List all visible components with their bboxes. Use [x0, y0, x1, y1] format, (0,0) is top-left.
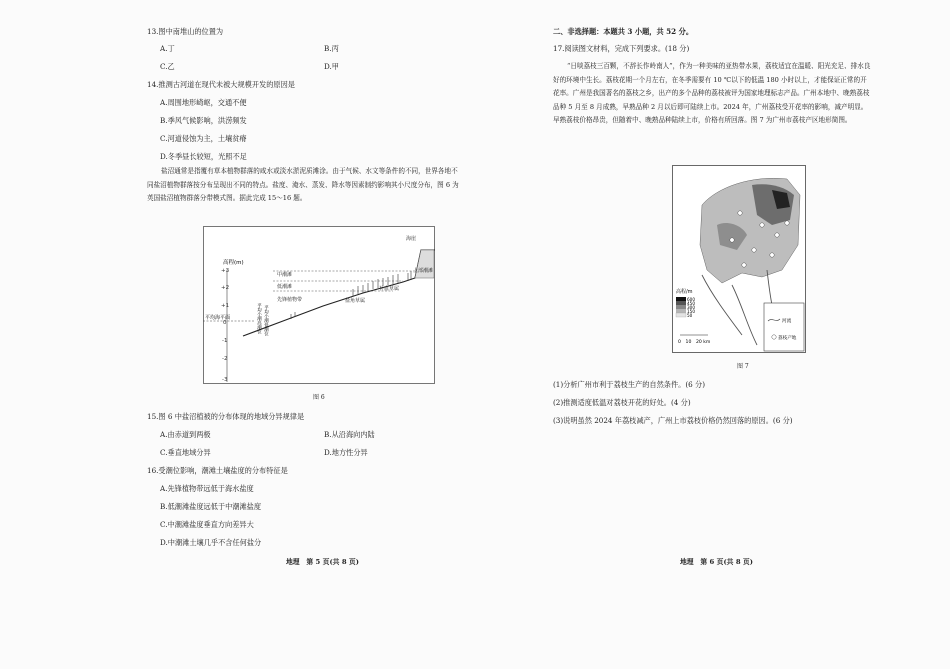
- q17-intro: 17.阅读图文材料，完成下列要求。(18 分): [553, 44, 690, 53]
- left-page-footer: 地理 第 5 页(共 8 页): [286, 558, 359, 566]
- q14-option-b: B.季风气候影响，洪涝频发: [160, 116, 247, 125]
- fig6-upper-label: 上部潮滩: [413, 268, 434, 274]
- svg-text:300: 300: [687, 305, 695, 310]
- fig6-pioneer-label: 先锋植物带: [277, 297, 303, 303]
- fig6-buckthorn-label: 补血草属: [379, 286, 400, 292]
- q13-option-b: B.丙: [324, 44, 339, 53]
- q16-option-b: B.低潮滩盐度远低于中潮滩盐度: [160, 502, 262, 511]
- q17-part-3: (3)说明虽然 2024 年荔枝减产，广州上市荔枝价格仍然回落的原因。(6 分): [553, 416, 793, 425]
- fig6-cliff-label: 海崖: [406, 236, 417, 242]
- q15-option-b: B.从沿海向内陆: [324, 430, 375, 439]
- fig6-mean-sea-label: 平均海平面: [205, 315, 231, 321]
- q13-option-d: D.甲: [324, 62, 339, 71]
- figure-7-map: [672, 165, 806, 353]
- fig6-low-label: 低潮滩: [277, 284, 293, 290]
- q14-option-c: C.河道侵蚀为主，土壤贫瘠: [160, 134, 247, 143]
- svg-text:+1: +1: [221, 303, 230, 309]
- q14-stem: 14.推测古河道在现代未被大规模开发的原因是: [147, 80, 295, 89]
- svg-text:荔枝产地: 荔枝产地: [778, 336, 797, 341]
- section-heading: 二、非选择题：本题共 3 小题，共 52 分。: [553, 27, 694, 36]
- q14-option-d: D.冬季昼长较短，光照不足: [160, 152, 247, 161]
- q15-option-d: D.地方性分异: [324, 448, 368, 457]
- q13-stem: 13.图中南堆山的位置为: [147, 27, 224, 36]
- fig6-saltgrass-label: 盐角草属: [345, 298, 366, 304]
- q13-option-a: A.丁: [160, 44, 175, 53]
- svg-text:-3: -3: [222, 377, 228, 383]
- fig7-scale-text: 0 10 20 km: [678, 340, 711, 345]
- svg-text:+2: +2: [221, 285, 230, 291]
- q14-option-a: A.周围地形崎岖，交通不便: [160, 98, 247, 107]
- right-page: [475, 0, 950, 669]
- svg-text:-2: -2: [222, 356, 228, 362]
- svg-text:50: 50: [687, 313, 693, 318]
- q16-option-c: C.中潮滩盐度垂直方向差异大: [160, 520, 254, 529]
- lychee-passage: “日啖荔枝三百颗，不辞长作岭南人”，作为一种美味的亚热带水果，荔枝适宜在温暖、阳光充足、排水良好的环境中生长。荔枝花期一个月左右，在冬季需要有 10 ℃以下的低温 180 小时以上，才能保证正常的开花率。广州是我国著名的荔枝之乡，出产的多个品种的荔枝被评为国家地理标志产品。广州本地中、晚熟荔枝品种 5 月至 8 月成熟，早熟品种 2 月以后即可陆续上市。2024 年，广州荔枝受开花率的影响，减产明显。早熟荔枝价格昂贵，但随着中、晚熟品种陆续上市，价格有所回落。图 7 为广州市荔枝产区地形简图。: [553, 62, 871, 124]
- fig6-middle-label: 中潮滩: [277, 272, 293, 278]
- fig6-neap-low-label: 平均小潮低潮位: [263, 305, 269, 336]
- svg-text:河流: 河流: [782, 319, 792, 324]
- q15-option-a: A.由赤道到两极: [160, 430, 211, 439]
- q16-stem: 16.受潮位影响，潮滩土壤盐度的分布特征是: [147, 466, 288, 475]
- svg-text:150: 150: [687, 309, 695, 314]
- svg-text:-1: -1: [222, 338, 228, 344]
- q16-option-d: D.中潮滩土壤几乎不含任何盐分: [160, 538, 262, 547]
- fig6-neap-high-label: 平均小潮高潮位: [256, 303, 262, 334]
- svg-text:0: 0: [223, 320, 227, 326]
- q17-part-2: (2)推测适度低温对荔枝开花的好处。(4 分): [553, 398, 691, 407]
- q17-part-1: (1)分析广州市利于荔枝生产的自然条件。(6 分): [553, 380, 706, 389]
- q15-stem: 15.图 6 中盐沼植被的分布体现的地域分异规律是: [147, 412, 305, 421]
- fig6-y-label: 高程(m): [223, 260, 244, 266]
- fig7-legend-box: [764, 303, 804, 351]
- right-page-footer: 地理 第 6 页(共 8 页): [680, 558, 753, 566]
- q16-option-a: A.先锋植物带远低于海水盐度: [160, 484, 254, 493]
- salt-marsh-passage: 盐沼通常是指覆有草本植物群落的咸水或淡水淤泥质滩涂。由于气候、水文等条件的不同，世界各地不同盐沼植物群落按分布呈现出不同的特点。盐度、淹水、蒸发、降水等因素制约影响其小尺度分布，图 6 为英国盐沼植物群落分带模式图。据此完成 15～16 题。: [147, 167, 459, 202]
- fig7-legend-title: 高程/m: [676, 289, 693, 295]
- svg-text:600: 600: [687, 297, 695, 302]
- q13-option-c: C.乙: [160, 62, 175, 71]
- q15-option-c: C.垂直地域分异: [160, 448, 211, 457]
- figure-6-diagram: [203, 226, 435, 384]
- svg-text:450: 450: [687, 301, 695, 306]
- fig6-caption: 图 6: [313, 394, 325, 401]
- fig7-caption: 图 7: [737, 363, 749, 370]
- svg-text:+3: +3: [221, 268, 230, 274]
